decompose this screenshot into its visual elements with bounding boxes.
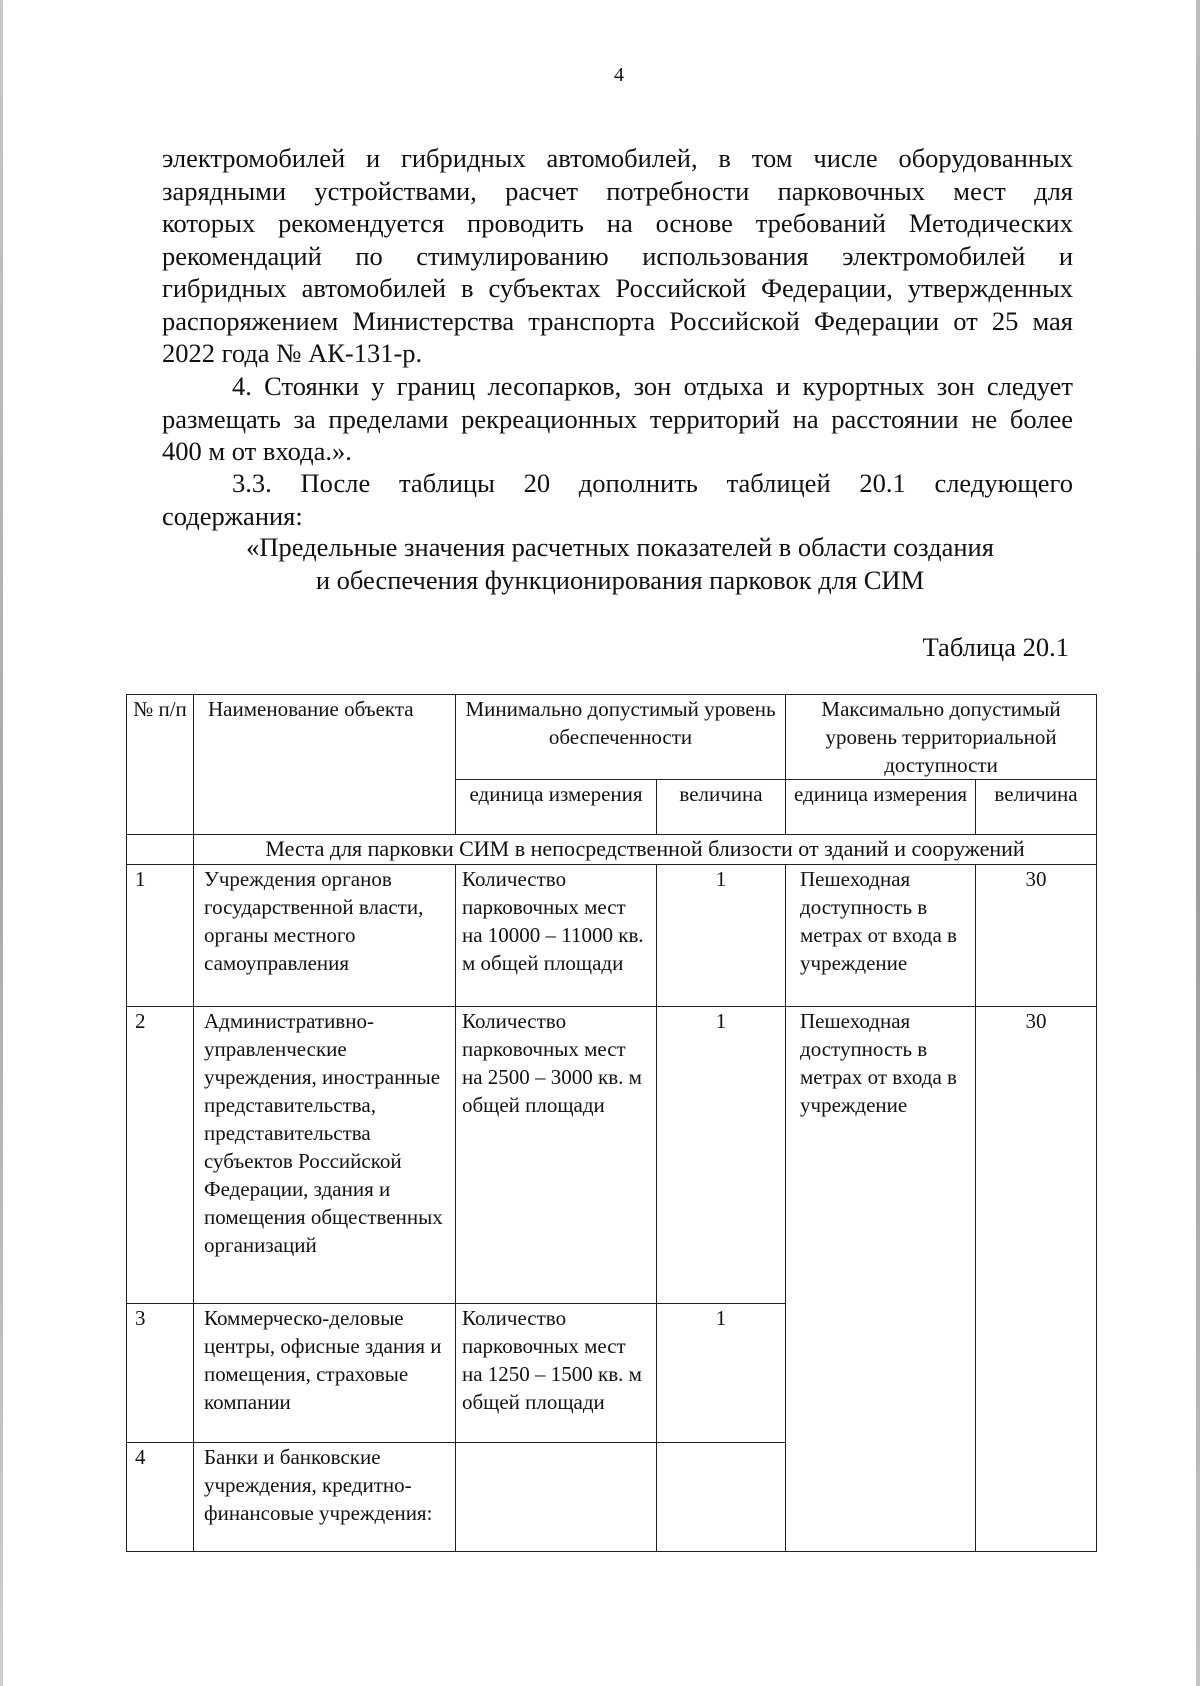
text-line: электромобилей и гибридных автомобилей, в том числе оборудованных xyxy=(162,143,1073,173)
row-num: 1 xyxy=(127,865,194,1007)
paragraph-recreation-parking xyxy=(162,370,1073,468)
paragraph-amendment xyxy=(162,467,1073,532)
table-label: Таблица 20.1 xyxy=(922,632,1069,662)
row-min-unit: Количество парковочных мест на 10000 – 11000 кв. м общей площади xyxy=(456,865,657,1007)
text-line: распоряжением Министерства транспорта Российской Федерации от 25 мая xyxy=(162,305,1073,336)
paragraph-ev-parking xyxy=(162,142,1073,370)
table-title-line: и обеспечения функционирования парковок для СИМ xyxy=(315,564,925,595)
row-min-unit: Количество парковочных мест на 1250 – 1500 кв. м общей площади xyxy=(456,1304,657,1443)
row-max-value: 30 xyxy=(976,865,1097,1007)
text-line: 2022 года № АК-131-р. xyxy=(162,338,423,368)
table-title-line: «Предельные значения расчетных показателей в области создания xyxy=(246,532,994,562)
parking-norms-table xyxy=(126,694,1097,1552)
table-header-row xyxy=(127,695,1097,780)
text-line: рекомендаций по стимулированию использования электромобилей и xyxy=(162,240,1073,271)
table-row xyxy=(127,865,1097,1007)
header-name: Наименование объекта xyxy=(194,695,456,835)
row-name: Учреждения органов государственной власти, органы местного самоуправления xyxy=(194,865,456,1007)
row-min-unit: Количество парковочных мест на 2500 – 3000 кв. м общей площади xyxy=(456,1007,657,1304)
scan-edge-right xyxy=(1196,0,1200,1686)
row-min-value xyxy=(657,1443,786,1552)
row-min-value: 1 xyxy=(657,865,786,1007)
row-min-value: 1 xyxy=(657,1007,786,1304)
text-line: зарядными устройствами, расчет потребности парковочных мест для xyxy=(162,175,1073,206)
table-section-row xyxy=(127,835,1097,865)
page-number: 4 xyxy=(614,64,624,86)
header-min-unit: единица измерения xyxy=(456,780,657,835)
row-num: 2 xyxy=(127,1007,194,1304)
header-max-group: Максимально допустимый уровень территориальной доступности xyxy=(786,695,1097,780)
text-line: которых рекомендуется проводить на основе требований Методических xyxy=(162,208,1073,238)
text-line: содержания: xyxy=(162,500,303,531)
header-max-unit: единица измерения xyxy=(786,780,976,835)
header-min-group: Минимально допустимый уровень обеспеченности xyxy=(456,695,786,780)
header-min-value: величина xyxy=(657,780,786,835)
row-max-unit: Пешеходная доступность в метрах от входа в учреждение xyxy=(786,865,976,1007)
row-name: Банки и банковские учреждения, кредитно-финансовые учреждения: xyxy=(194,1443,456,1552)
row-max-unit: Пешеходная доступность в метрах от входа в учреждение xyxy=(786,1007,976,1552)
header-max-value: величина xyxy=(976,780,1097,835)
table-row xyxy=(127,1007,1097,1304)
row-name: Коммерческо-деловые центры, офисные здания и помещения, страховые компании xyxy=(194,1304,456,1443)
row-max-value: 30 xyxy=(976,1007,1097,1552)
text-line: 4. Стоянки у границ лесопарков, зон отдыха и курортных зон следует xyxy=(232,371,1073,401)
text-line: размещать за пределами рекреационных территорий на расстоянии не более xyxy=(162,403,1073,434)
section-num-cell xyxy=(127,835,194,865)
text-line: 400 м от входа.». xyxy=(162,436,352,466)
table-title xyxy=(150,531,1090,596)
scan-edge-left xyxy=(0,0,3,1686)
row-num: 4 xyxy=(127,1443,194,1552)
row-num: 3 xyxy=(127,1304,194,1443)
text-line: гибридных автомобилей в субъектах Российской Федерации, утвержденных xyxy=(162,273,1073,303)
header-num: № п/п xyxy=(127,695,194,835)
text-line: 3.3. После таблицы 20 дополнить таблицей 20.1 следующего xyxy=(232,468,1073,498)
row-min-value: 1 xyxy=(657,1304,786,1443)
section-title: Места для парковки СИМ в непосредственной близости от зданий и сооружений xyxy=(194,835,1097,865)
row-min-unit xyxy=(456,1443,657,1552)
row-name: Административно-управленческие учреждения, иностранные представительства, представительства субъектов Российской Федерации, здания и помещения общественных организаций xyxy=(194,1007,456,1304)
